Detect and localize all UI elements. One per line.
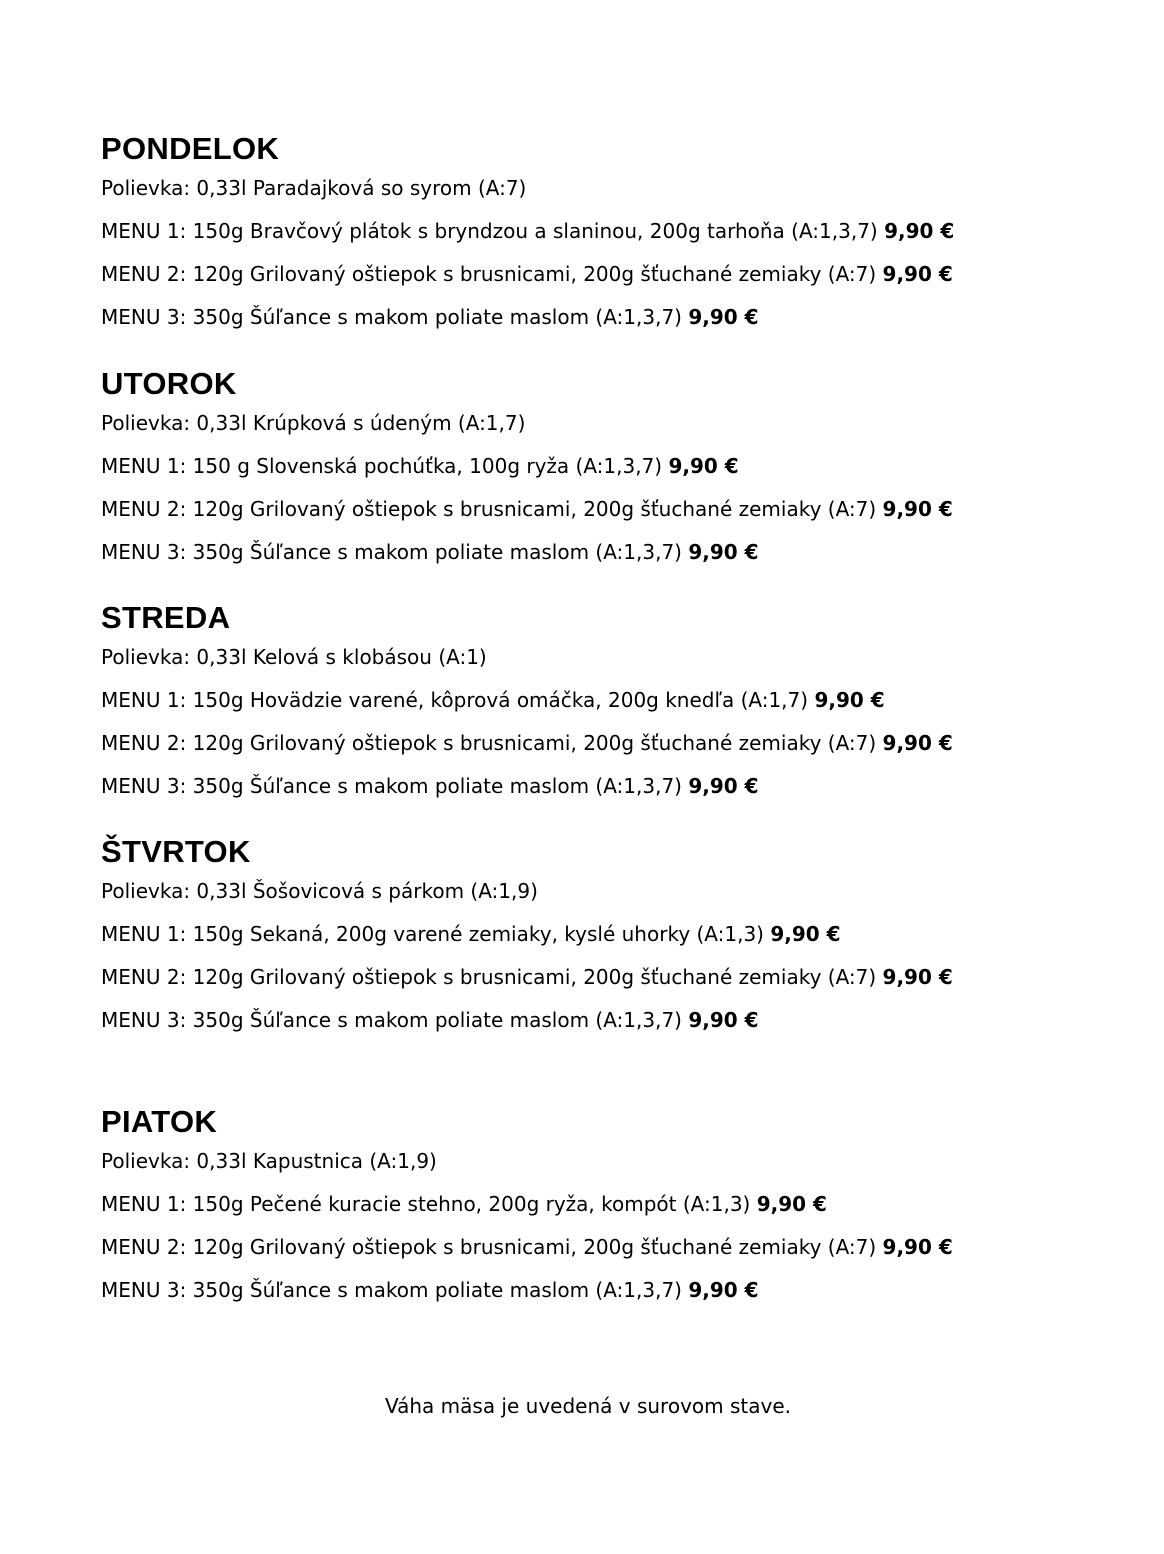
- menu-text: MENU 2: 120g Grilovaný oštiepok s brusnicami, 200g šťuchané zemiaky (A:7): [101, 965, 877, 989]
- soup-line: Polievka: 0,33l Kapustnica (A:1,9): [101, 1149, 437, 1173]
- menu-text: MENU 1: 150g Sekaná, 200g varené zemiaky, kyslé uhorky (A:1,3): [101, 922, 764, 946]
- menu-price: 9,90 €: [882, 731, 953, 755]
- menu-item-3: [101, 1269, 1101, 1312]
- menu-price: 9,90 €: [756, 1192, 827, 1216]
- soup-line: Polievka: 0,33l Šošovicová s párkom (A:1,9): [101, 879, 538, 903]
- menu-item-2: [101, 722, 1101, 765]
- menu-price: 9,90 €: [882, 497, 953, 521]
- menu-price: 9,90 €: [814, 688, 885, 712]
- menu-text: MENU 3: 350g Šúľance s makom poliate maslom (A:1,3,7): [101, 1008, 682, 1032]
- menu-price: 9,90 €: [688, 305, 759, 329]
- menu-price: 9,90 €: [882, 965, 953, 989]
- menu-price: 9,90 €: [770, 922, 841, 946]
- menu-text: MENU 2: 120g Grilovaný oštiepok s brusnicami, 200g šťuchané zemiaky (A:7): [101, 497, 877, 521]
- menu-item-3: [101, 999, 1101, 1042]
- day-section-utorok: [101, 366, 1101, 574]
- menu-item-2: [101, 1226, 1101, 1269]
- day-title: ŠTVRTOK: [101, 834, 251, 869]
- soup-line: Polievka: 0,33l Paradajková so syrom (A:7): [101, 176, 527, 200]
- menu-text: MENU 1: 150g Pečené kuracie stehno, 200g ryža, kompót (A:1,3): [101, 1192, 751, 1216]
- menu-text: MENU 1: 150g Bravčový plátok s bryndzou a slaninou, 200g tarhoňa (A:1,3,7): [101, 219, 878, 243]
- menu-price: 9,90 €: [884, 219, 955, 243]
- menu-price: 9,90 €: [688, 1278, 759, 1302]
- menu-item-1: [101, 679, 1101, 722]
- menu-text: MENU 1: 150 g Slovenská pochúťka, 100g ryža (A:1,3,7): [101, 454, 663, 478]
- menu-item-3: [101, 531, 1101, 574]
- menu-text: MENU 3: 350g Šúľance s makom poliate maslom (A:1,3,7): [101, 774, 682, 798]
- menu-item-2: [101, 253, 1101, 296]
- day-title: PIATOK: [101, 1104, 218, 1139]
- menu-text: MENU 1: 150g Hovädzie varené, kôprová omáčka, 200g knedľa (A:1,7): [101, 688, 815, 712]
- menu-text: MENU 3: 350g Šúľance s makom poliate maslom (A:1,3,7): [101, 1278, 682, 1302]
- footer-note: Váha mäsa je uvedená v surovom stave.: [384, 1394, 791, 1418]
- menu-text: MENU 3: 350g Šúľance s makom poliate maslom (A:1,3,7): [101, 540, 682, 564]
- menu-price: 9,90 €: [882, 1235, 953, 1259]
- menu-item-1: [101, 210, 1101, 253]
- menu-price: 9,90 €: [688, 1008, 759, 1032]
- menu-item-2: [101, 956, 1101, 999]
- day-section-piatok: [101, 1104, 1101, 1312]
- menu-price: 9,90 €: [668, 454, 739, 478]
- menu-text: MENU 2: 120g Grilovaný oštiepok s brusnicami, 200g šťuchané zemiaky (A:7): [101, 1235, 877, 1259]
- menu-item-1: [101, 913, 1101, 956]
- menu-price: 9,90 €: [688, 774, 759, 798]
- menu-text: MENU 2: 120g Grilovaný oštiepok s brusnicami, 200g šťuchané zemiaky (A:7): [101, 262, 877, 286]
- menu-price: 9,90 €: [882, 262, 953, 286]
- menu-item-3: [101, 296, 1101, 339]
- soup-line: Polievka: 0,33l Kelová s klobásou (A:1): [101, 645, 487, 669]
- day-section-stvrtok: [101, 834, 1101, 1042]
- day-title: STREDA: [101, 600, 231, 635]
- menu-item-1: [101, 1183, 1101, 1226]
- menu-item-1: [101, 445, 1101, 488]
- menu-item-3: [101, 765, 1101, 808]
- day-title: UTOROK: [101, 366, 237, 401]
- day-section-pondelok: [101, 131, 1101, 339]
- day-title: PONDELOK: [101, 131, 280, 166]
- menu-text: MENU 2: 120g Grilovaný oštiepok s brusnicami, 200g šťuchané zemiaky (A:7): [101, 731, 877, 755]
- menu-item-2: [101, 488, 1101, 531]
- day-section-streda: [101, 600, 1101, 808]
- menu-price: 9,90 €: [688, 540, 759, 564]
- menu-text: MENU 3: 350g Šúľance s makom poliate maslom (A:1,3,7): [101, 305, 682, 329]
- soup-line: Polievka: 0,33l Krúpková s údeným (A:1,7): [101, 411, 526, 435]
